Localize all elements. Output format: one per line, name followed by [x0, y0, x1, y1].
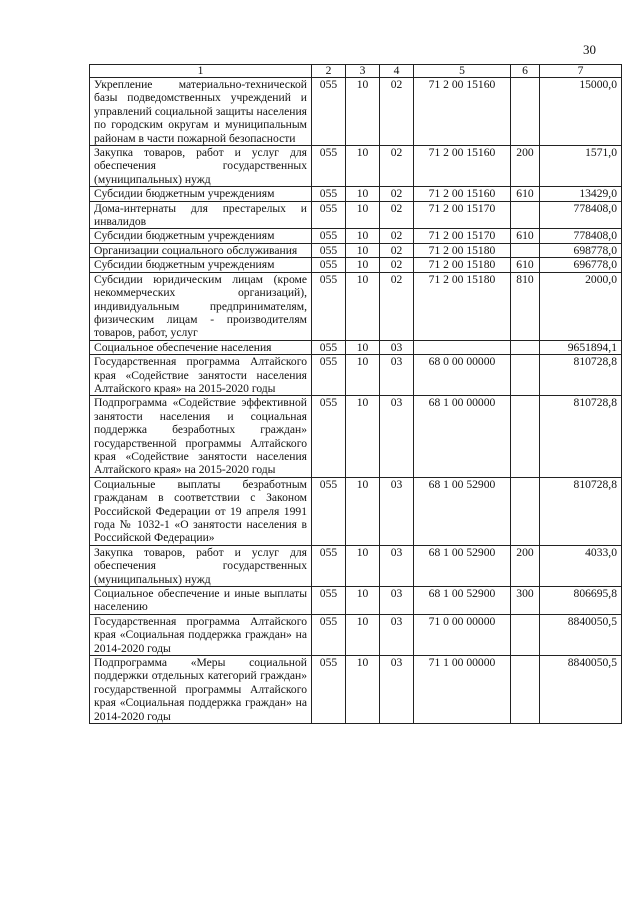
row-description: Подпрограмма «Меры социальной поддержки отдельных категорий граждан» государственной программы Алтайского края «Социальная поддержка граждан» на 2014-2020 годы: [90, 656, 312, 724]
row-description: Организации социального обслуживания: [90, 243, 312, 257]
table-row: [90, 396, 622, 477]
row-code-subsection: 03: [380, 477, 414, 545]
column-header-3: 3: [346, 65, 380, 78]
row-description: Субсидии юридическим лицам (кроме некоммерческих организаций), индивидуальным предпринимателям, физическим лицам - производителям товаров, работ, услуг: [90, 272, 312, 340]
row-code-admin: 055: [312, 614, 346, 655]
column-header-2: 2: [312, 65, 346, 78]
row-code-target: 71 2 00 15160: [414, 187, 511, 201]
row-code-admin: 055: [312, 355, 346, 396]
column-header-7: 7: [540, 65, 622, 78]
row-code-admin: 055: [312, 272, 346, 340]
row-code-admin: 055: [312, 146, 346, 187]
row-code-subsection: 03: [380, 656, 414, 724]
row-code-target: 71 2 00 15160: [414, 146, 511, 187]
row-code-target: 71 0 00 00000: [414, 614, 511, 655]
row-code-subsection: 02: [380, 258, 414, 272]
row-code-admin: 055: [312, 187, 346, 201]
row-code-target: 68 1 00 52900: [414, 545, 511, 586]
row-code-admin: 055: [312, 201, 346, 229]
table-row: [90, 146, 622, 187]
row-code-target: 68 1 00 00000: [414, 396, 511, 477]
row-code-expense-type: [511, 396, 540, 477]
row-amount: 810728,8: [540, 396, 622, 477]
row-code-section: 10: [346, 587, 380, 615]
row-code-expense-type: [511, 243, 540, 257]
row-code-expense-type: [511, 477, 540, 545]
table-row: [90, 545, 622, 586]
row-code-subsection: 02: [380, 146, 414, 187]
row-code-section: 10: [346, 656, 380, 724]
row-code-admin: 055: [312, 396, 346, 477]
row-code-expense-type: 200: [511, 146, 540, 187]
row-code-admin: 055: [312, 78, 346, 146]
row-description: Государственная программа Алтайского края «Содействие занятости населения Алтайского края» на 2015-2020 годы: [90, 355, 312, 396]
row-code-subsection: 03: [380, 396, 414, 477]
row-code-target: 71 2 00 15180: [414, 243, 511, 257]
row-description: Закупка товаров, работ и услуг для обеспечения государственных (муниципальных) нужд: [90, 545, 312, 586]
row-code-section: 10: [346, 272, 380, 340]
row-code-section: 10: [346, 187, 380, 201]
row-code-target: 71 2 00 15170: [414, 229, 511, 243]
row-code-section: 10: [346, 243, 380, 257]
row-code-expense-type: 200: [511, 545, 540, 586]
row-amount: 810728,8: [540, 355, 622, 396]
table-row: [90, 229, 622, 243]
row-amount: 698778,0: [540, 243, 622, 257]
row-code-admin: 055: [312, 229, 346, 243]
row-code-subsection: 02: [380, 201, 414, 229]
row-code-admin: 055: [312, 340, 346, 354]
row-amount: 9651894,1: [540, 340, 622, 354]
row-code-section: 10: [346, 258, 380, 272]
row-code-section: 10: [346, 340, 380, 354]
row-amount: 2000,0: [540, 272, 622, 340]
row-description: Государственная программа Алтайского края «Социальная поддержка граждан» на 2014-2020 годы: [90, 614, 312, 655]
row-code-target: 71 2 00 15170: [414, 201, 511, 229]
row-code-target: 68 1 00 52900: [414, 477, 511, 545]
row-code-admin: 055: [312, 656, 346, 724]
row-code-target: 71 2 00 15160: [414, 78, 511, 146]
row-code-section: 10: [346, 355, 380, 396]
row-amount: 810728,8: [540, 477, 622, 545]
row-description: Социальное обеспечение и иные выплаты населению: [90, 587, 312, 615]
table-row: [90, 272, 622, 340]
table-row: [90, 340, 622, 354]
row-amount: 1571,0: [540, 146, 622, 187]
row-code-admin: 055: [312, 243, 346, 257]
table-header-row: [90, 65, 622, 78]
row-amount: 696778,0: [540, 258, 622, 272]
row-code-target: 68 0 00 00000: [414, 355, 511, 396]
row-code-subsection: 02: [380, 272, 414, 340]
table-row: [90, 258, 622, 272]
row-code-target: 71 2 00 15180: [414, 258, 511, 272]
table-row: [90, 187, 622, 201]
row-code-expense-type: 810: [511, 272, 540, 340]
row-description: Закупка товаров, работ и услуг для обеспечения государственных (муниципальных) нужд: [90, 146, 312, 187]
row-code-subsection: 03: [380, 340, 414, 354]
column-header-5: 5: [414, 65, 511, 78]
table-row: [90, 656, 622, 724]
column-header-1: 1: [90, 65, 312, 78]
row-code-expense-type: 610: [511, 258, 540, 272]
row-code-target: [414, 340, 511, 354]
column-header-4: 4: [380, 65, 414, 78]
row-code-target: 68 1 00 52900: [414, 587, 511, 615]
row-code-section: 10: [346, 477, 380, 545]
row-code-subsection: 02: [380, 78, 414, 146]
row-amount: 778408,0: [540, 229, 622, 243]
row-code-admin: 055: [312, 587, 346, 615]
row-code-expense-type: 610: [511, 229, 540, 243]
row-description: Социальные выплаты безработным гражданам в соответствии с Законом Российской Федерации от 19 апреля 1991 года № 1032-1 «О занятости населения в Российской Федерации»: [90, 477, 312, 545]
column-header-6: 6: [511, 65, 540, 78]
row-code-expense-type: [511, 78, 540, 146]
row-code-section: 10: [346, 614, 380, 655]
row-amount: 15000,0: [540, 78, 622, 146]
row-description: Укрепление материально-технической базы подведомственных учреждений и управлений социальной защиты населения по городским округам и муниципальным районам в части пожарной безопасности: [90, 78, 312, 146]
row-description: Социальное обеспечение населения: [90, 340, 312, 354]
row-description: Субсидии бюджетным учреждениям: [90, 187, 312, 201]
row-code-subsection: 02: [380, 187, 414, 201]
row-code-subsection: 03: [380, 587, 414, 615]
table-row: [90, 614, 622, 655]
row-code-section: 10: [346, 545, 380, 586]
table-row: [90, 243, 622, 257]
page-number: 30: [583, 42, 596, 57]
row-code-section: 10: [346, 78, 380, 146]
row-amount: 8840050,5: [540, 614, 622, 655]
table-row: [90, 78, 622, 146]
row-code-expense-type: [511, 656, 540, 724]
table-row: [90, 477, 622, 545]
row-code-expense-type: [511, 340, 540, 354]
row-code-target: 71 1 00 00000: [414, 656, 511, 724]
row-code-section: 10: [346, 229, 380, 243]
row-code-subsection: 03: [380, 614, 414, 655]
row-amount: 778408,0: [540, 201, 622, 229]
row-code-target: 71 2 00 15180: [414, 272, 511, 340]
row-code-expense-type: 610: [511, 187, 540, 201]
row-code-expense-type: [511, 201, 540, 229]
row-amount: 806695,8: [540, 587, 622, 615]
row-description: Подпрограмма «Содействие эффективной занятости населения и социальная поддержка безработных граждан» государственной программы Алтайского края «Содействие занятости населения Алтайского края» на 2015-2020 годы: [90, 396, 312, 477]
row-code-section: 10: [346, 201, 380, 229]
row-code-section: 10: [346, 146, 380, 187]
row-description: Субсидии бюджетным учреждениям: [90, 229, 312, 243]
row-code-expense-type: [511, 355, 540, 396]
row-amount: 4033,0: [540, 545, 622, 586]
table-row: [90, 355, 622, 396]
row-code-expense-type: [511, 614, 540, 655]
row-code-admin: 055: [312, 258, 346, 272]
row-code-subsection: 02: [380, 243, 414, 257]
row-amount: 13429,0: [540, 187, 622, 201]
row-description: Дома-интернаты для престарелых и инвалидов: [90, 201, 312, 229]
row-code-admin: 055: [312, 545, 346, 586]
row-code-expense-type: 300: [511, 587, 540, 615]
row-code-subsection: 02: [380, 229, 414, 243]
row-code-subsection: 03: [380, 545, 414, 586]
row-code-subsection: 03: [380, 355, 414, 396]
budget-table: [89, 64, 622, 724]
row-description: Субсидии бюджетным учреждениям: [90, 258, 312, 272]
row-code-admin: 055: [312, 477, 346, 545]
table-row: [90, 201, 622, 229]
row-code-section: 10: [346, 396, 380, 477]
table-row: [90, 587, 622, 615]
row-amount: 8840050,5: [540, 656, 622, 724]
